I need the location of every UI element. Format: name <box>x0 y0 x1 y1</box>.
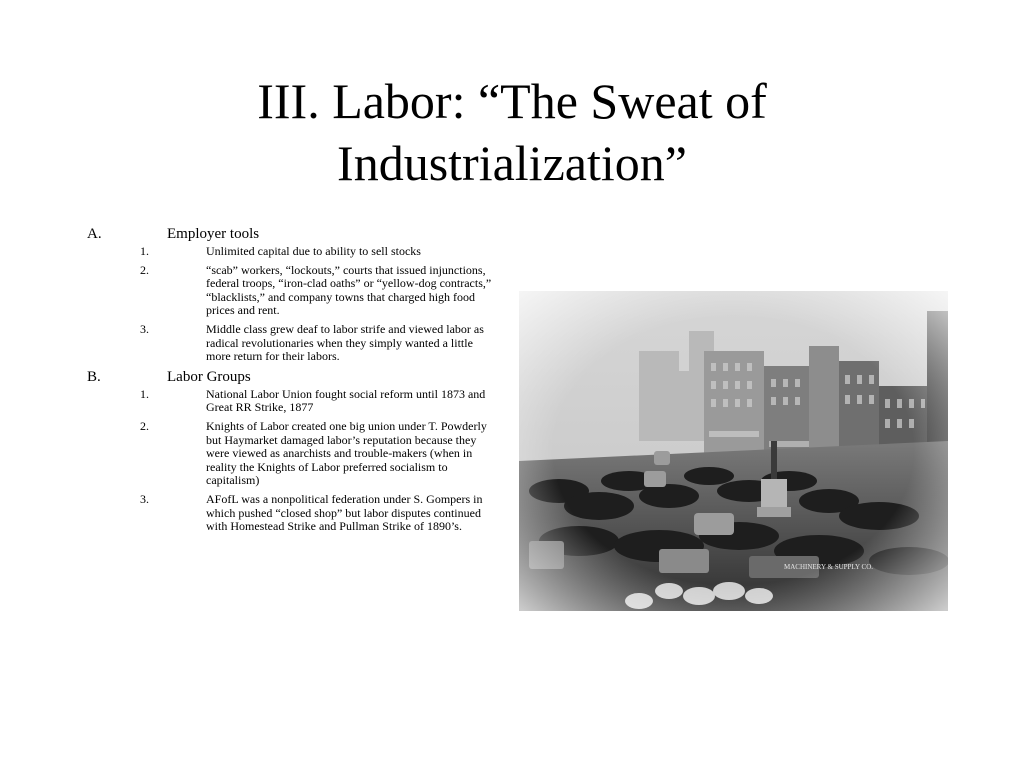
item-number: 2. <box>140 262 149 277</box>
item-text: Middle class grew deaf to labor strife and viewed labor as radical revolutionaries when they simply wanted a little more return for their labors. <box>206 321 484 364</box>
item-number: 3. <box>140 491 149 506</box>
section-letter: B. <box>87 368 101 385</box>
list-item <box>87 264 497 318</box>
title-line-2: Industrialization” <box>337 135 687 191</box>
item-number: 1. <box>140 386 149 401</box>
item-text: Knights of Labor created one big union under T. Powderly but Haymarket damaged labor’s reputation because they were viewed as anarchists and trouble-makers (when in reality the Knights of Labor preferred socialism to capitalism) <box>206 418 487 488</box>
list-item <box>87 388 497 415</box>
item-text: “scab” workers, “lockouts,” courts that issued injunctions, federal troops, “iron-clad oaths” or “yellow-dog contracts,” “blacklists,” and company towns that charged high food prices and rent. <box>206 262 492 318</box>
item-text: Unlimited capital due to ability to sell stocks <box>206 244 421 258</box>
section-a <box>87 226 497 243</box>
title-line-1: III. Labor: “The Sweat of <box>257 73 767 129</box>
list-item <box>87 323 497 364</box>
section-b <box>87 369 497 386</box>
section-heading: Labor Groups <box>167 368 251 385</box>
list-item <box>87 493 497 534</box>
item-number: 2. <box>140 418 149 433</box>
item-text: AFofL was a nonpolitical federation under S. Gompers in which pushed “closed shop” but labor disputes continued with Homestead Strike and Pullman Strike of 1890’s. <box>206 491 483 534</box>
section-heading: Employer tools <box>167 226 260 242</box>
outline <box>87 226 497 539</box>
section-a-list <box>87 245 497 364</box>
list-item <box>87 245 497 259</box>
item-number: 1. <box>140 244 149 258</box>
slide-title <box>120 70 904 194</box>
item-number: 3. <box>140 321 149 336</box>
section-b-list <box>87 388 497 534</box>
list-item <box>87 420 497 488</box>
item-text: National Labor Union fought social reform until 1873 and Great RR Strike, 1877 <box>206 386 486 415</box>
historical-street-photo <box>519 291 948 611</box>
street-scene-image <box>519 291 948 611</box>
section-letter: A. <box>87 226 102 242</box>
